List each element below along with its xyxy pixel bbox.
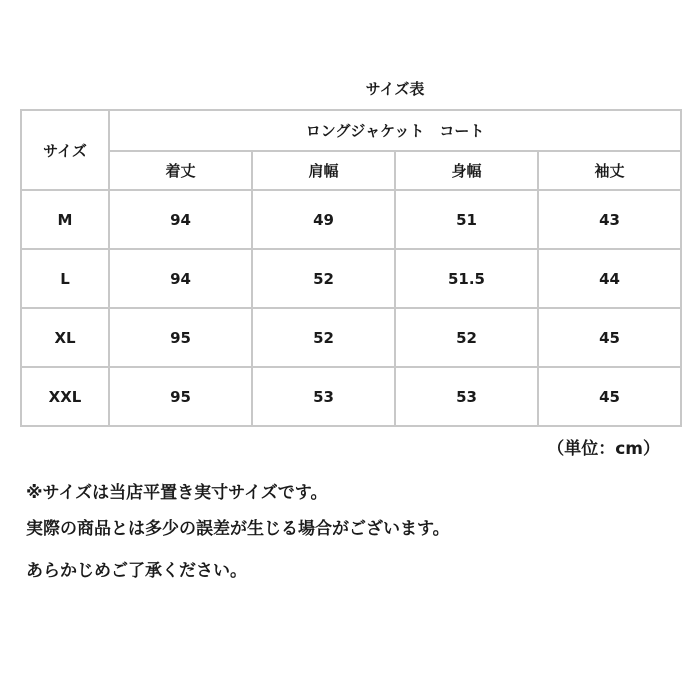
table-cell: 52 xyxy=(395,308,538,367)
product-name-header: ロングジャケット コート xyxy=(109,110,681,151)
table-row xyxy=(21,367,681,426)
table-cell: 44 xyxy=(538,249,681,308)
table-cell: 52 xyxy=(252,308,395,367)
table-cell: 51.5 xyxy=(395,249,538,308)
table-row xyxy=(21,190,681,249)
column-header-shoulder: 肩幅 xyxy=(252,151,395,190)
table-cell: 95 xyxy=(109,367,252,426)
unit-label: （単位：cm） xyxy=(547,439,660,459)
table-cell: 49 xyxy=(252,190,395,249)
note-line: 実際の商品とは多少の誤差が生じる場合がございます。 xyxy=(26,519,450,539)
size-label: XL xyxy=(21,308,109,367)
table-cell: 51 xyxy=(395,190,538,249)
size-label: L xyxy=(21,249,109,308)
table-cell: 43 xyxy=(538,190,681,249)
size-column-header: サイズ xyxy=(21,110,109,190)
column-header-chest: 身幅 xyxy=(395,151,538,190)
note-line: ※サイズは当店平置き実寸サイズです。 xyxy=(26,483,328,503)
table-cell: 53 xyxy=(395,367,538,426)
note-line: あらかじめご了承ください。 xyxy=(26,561,247,581)
size-label: M xyxy=(21,190,109,249)
table-row xyxy=(21,308,681,367)
table-cell: 53 xyxy=(252,367,395,426)
table-cell: 95 xyxy=(109,308,252,367)
table-cell: 45 xyxy=(538,308,681,367)
measurement-header-row xyxy=(21,151,681,190)
table-header-row xyxy=(21,110,681,151)
table-cell: 45 xyxy=(538,367,681,426)
size-label: XXL xyxy=(21,367,109,426)
table-cell: 94 xyxy=(109,249,252,308)
table-cell: 52 xyxy=(252,249,395,308)
column-header-length: 着丈 xyxy=(109,151,252,190)
table-row xyxy=(21,249,681,308)
size-table xyxy=(20,109,682,427)
table-cell: 94 xyxy=(109,190,252,249)
page-title: サイズ表 xyxy=(365,80,425,98)
column-header-sleeve: 袖丈 xyxy=(538,151,681,190)
